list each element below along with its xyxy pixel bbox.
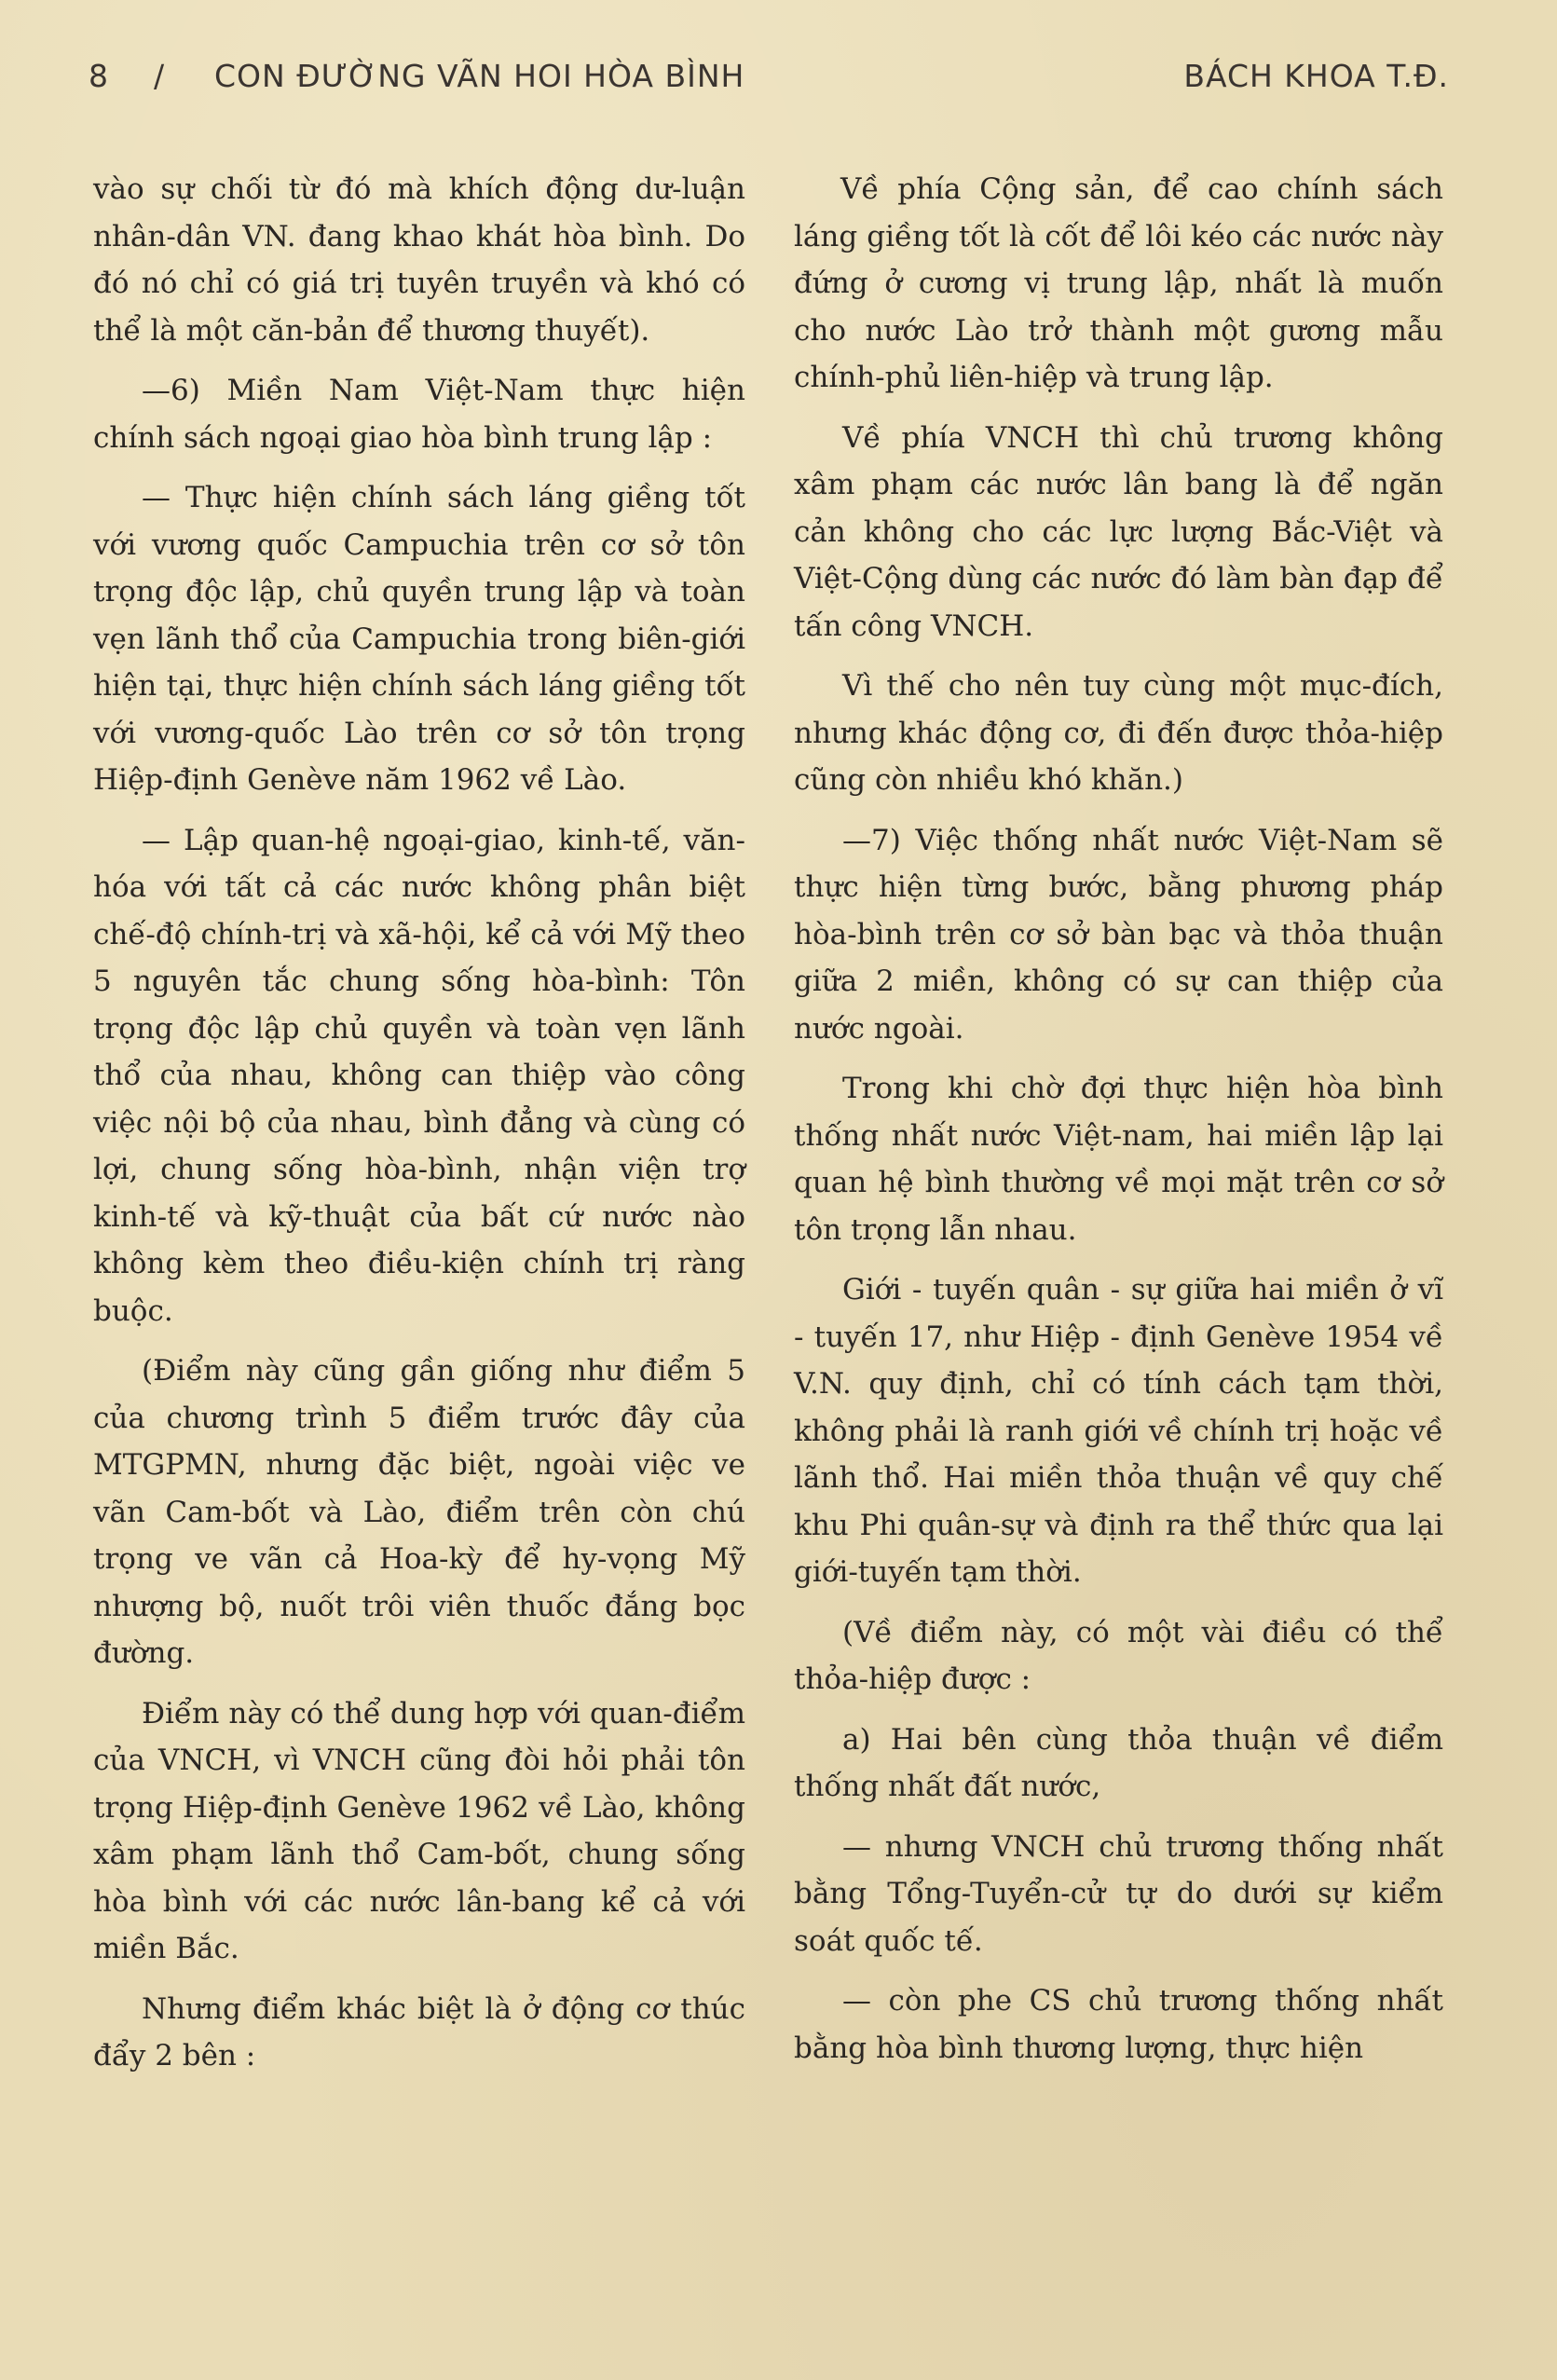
paragraph: Về phía VNCH thì chủ trương không xâm phạm các nước lân bang là để ngăn cản không cho các lực lượng Bắc-Việt và Việt-Cộng dùng các nước đó làm bàn đạp để tấn công VNCH. [794, 420, 1443, 643]
paragraph: Giới - tuyến quân - sự giữa hai miền ở vĩ - tuyến 17, như Hiệp - định Genève 1954 về V.N. quy định, chỉ có tính cách tạm thời, không phải là ranh giới về chính trị hoặc về lãnh thổ. Hai miền thỏa thuận về quy chế khu Phi quân-sự và định ra thể thức qua lại giới-tuyến tạm thời. [794, 1273, 1443, 1589]
paragraph: —7) Việc thống nhất nước Việt-Nam sẽ thực hiện từng bước, bằng phương pháp hòa-bình trên cơ sở bàn bạc và thỏa thuận giữa 2 miền, không có sự can thiệp của nước ngoài. [794, 823, 1443, 1046]
paragraph: Về phía Cộng sản, để cao chính sách láng giềng tốt là cốt để lôi kéo các nước này đứng ở cương vị trung lập, nhất là muốn cho nước Lào trở thành một gương mẫu chính-phủ liên-hiệp và trung lập. [794, 172, 1443, 394]
paragraph: — còn phe CS chủ trương thống nhất bằng hòa bình thương lượng, thực hiện [794, 1984, 1443, 2065]
header-separator: / [154, 58, 166, 94]
right-column [794, 166, 1443, 2085]
journal-name: BÁCH KHOA T.Đ. [1183, 58, 1449, 94]
article-title: CON ĐƯỜNG VÃN HOI HÒA BÌNH [214, 58, 745, 94]
paragraph: —6) Miền Nam Việt-Nam thực hiện chính sách ngoại giao hòa bình trung lập : [93, 374, 745, 455]
paragraph: Trong khi chờ đợi thực hiện hòa bình thống nhất nước Việt-nam, hai miền lập lại quan hệ bình thường về mọi mặt trên cơ sở tôn trọng lẫn nhau. [794, 1072, 1443, 1247]
paragraph: Nhưng điểm khác biệt là ở động cơ thúc đẩy 2 bên : [93, 1991, 745, 2072]
paragraph: — nhưng VNCH chủ trương thống nhất bằng Tổng-Tuyển-cử tự do dưới sự kiểm soát quốc tế. [794, 1829, 1443, 1958]
paragraph: (Điểm này cũng gần giống như điểm 5 của chương trình 5 điểm trước đây của MTGPMN, nhưng đặc biệt, ngoài việc ve vãn Cam-bốt và Lào, điểm trên còn chú trọng ve vãn cả Hoa-kỳ để hy-vọng Mỹ nhượng bộ, nuốt trôi viên thuốc đắng bọc đường. [93, 1354, 745, 1670]
paragraph: (Về điểm này, có một vài điều có thể thỏa-hiệp được : [794, 1615, 1443, 1696]
paragraph: a) Hai bên cùng thỏa thuận về điểm thống nhất đất nước, [794, 1722, 1443, 1803]
page-number: 8 [89, 58, 109, 94]
paragraph: — Lập quan-hệ ngoại-giao, kinh-tế, văn-hóa với tất cả các nước không phân biệt chế-độ chính-trị và xã-hội, kể cả với Mỹ theo 5 nguyên tắc chung sống hòa-bình: Tôn trọng độc lập chủ quyền và toàn vẹn lãnh thổ của nhau, không can thiệp vào công việc nội bộ của nhau, bình đẳng và cùng có lợi, chung sống hòa-bình, nhận viện trợ kinh-tế và kỹ-thuật của bất cứ nước nào không kèm theo điều-kiện chính trị ràng buộc. [93, 823, 745, 1328]
paragraph: Vì thế cho nên tuy cùng một mục-đích, nhưng khác động cơ, đi đến được thỏa-hiệp cũng còn nhiều khó khăn.) [794, 669, 1443, 797]
paragraph: — Thực hiện chính sách láng giềng tốt với vương quốc Campuchia trên cơ sở tôn trọng độc lập, chủ quyền trung lập và toàn vẹn lãnh thổ của Campuchia trong biên-giới hiện tại, thực hiện chính sách láng giềng tốt với vương-quốc Lào trên cơ sở tôn trọng Hiệp-định Genève năm 1962 về Lào. [93, 481, 745, 797]
paragraph: Điểm này có thể dung hợp với quan-điểm của VNCH, vì VNCH cũng đòi hỏi phải tôn trọng Hiệp-định Genève 1962 về Lào, không xâm phạm lãnh thổ Cam-bốt, chung sống hòa bình với các nước lân-bang kể cả với miền Bắc. [93, 1696, 745, 1965]
paragraph: vào sự chối từ đó mà khích động dư-luận nhân-dân VN. đang khao khát hòa bình. Do đó nó chỉ có giá trị tuyên truyền và khó có thể là một căn-bản để thương thuyết). [93, 172, 745, 348]
left-column [93, 166, 745, 2093]
running-header [89, 58, 1449, 114]
